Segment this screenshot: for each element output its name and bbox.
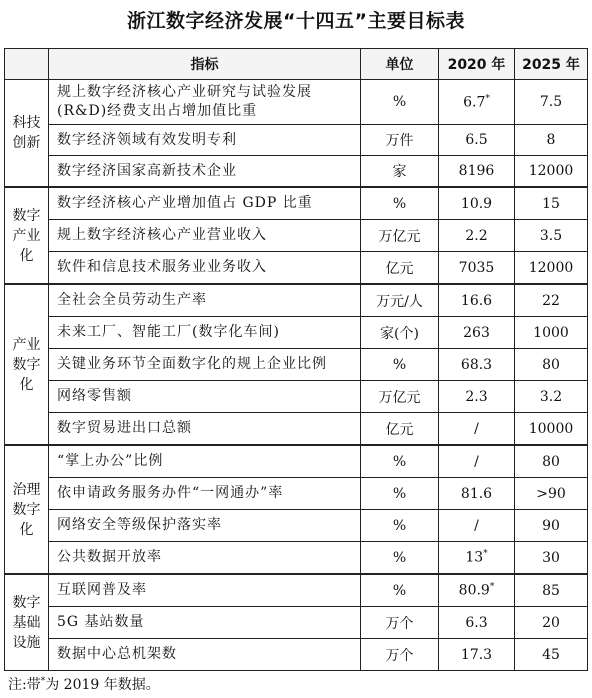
value-2020: / [474,517,479,534]
table-row [5,349,588,381]
indicator-cell: 软件和信息技术服务业业务收入 [49,252,361,285]
table-row [5,510,588,542]
header-category [5,49,49,80]
value-2025-cell: 90 [515,510,588,542]
header-row [5,49,588,80]
unit-cell: 万元/人 [361,284,439,317]
footnote-prefix: 注:带 [8,677,41,693]
value-2020: 263 [463,324,490,341]
indicator-cell: “掌上办公”比例 [49,445,361,478]
value-2020: 13 [465,549,484,566]
value-2020: 6.3 [465,614,488,631]
table-row [5,187,588,220]
footnote-mark: * [40,676,46,687]
category-cell: 治理数字化 [5,445,49,574]
value-2025-cell: 85 [515,574,588,607]
unit-cell: 万个 [361,639,439,671]
table-row [5,413,588,446]
value-2020: 7035 [458,259,495,276]
indicator-cell: 数字贸易进出口总额 [49,413,361,446]
table-row [5,156,588,188]
value-2025-cell: 3.2 [515,381,588,413]
value-2025-cell: 20 [515,607,588,639]
value-2025-cell: 45 [515,639,588,671]
value-2020-cell [439,542,515,575]
value-2020: 17.3 [460,646,493,663]
table-row [5,639,588,671]
value-2020: 8196 [458,163,495,179]
unit-cell: % [361,574,439,607]
table-row [5,574,588,607]
table-row [5,284,588,317]
value-2020-cell [439,445,515,478]
indicator-cell: 网络零售额 [49,381,361,413]
value-2020-cell [439,639,515,671]
value-2025-cell: 80 [515,445,588,478]
unit-cell: 亿元 [361,413,439,446]
value-2020-cell [439,607,515,639]
table-row [5,542,588,575]
indicator-cell: 数据中心总机架数 [49,639,361,671]
value-2020-cell [439,349,515,381]
indicator-cell: 数字经济国家高新技术企业 [49,156,361,188]
unit-cell: % [361,80,439,125]
category-cell: 数字基础设施 [5,574,49,671]
table-row [5,381,588,413]
value-2020-cell [439,478,515,510]
footnote-suffix: 为 2019 年数据。 [45,677,160,693]
table-title: 浙江数字经济发展“十四五”主要目标表 [127,10,465,32]
value-2020: 2.2 [465,227,488,244]
value-2025-cell: 12000 [515,156,588,188]
table-row [5,607,588,639]
value-2025-cell: 1000 [515,317,588,349]
value-2025-cell: >90 [515,478,588,510]
indicator-cell: 5G 基站数量 [49,607,361,639]
indicator-cell: 公共数据开放率 [49,542,361,575]
header-indicator: 指标 [49,49,361,80]
indicator-cell: 未来工厂、智能工厂(数字化车间) [49,317,361,349]
value-2020-cell [439,187,515,220]
category-cell: 产业数字化 [5,284,49,445]
targets-table [4,48,588,671]
unit-cell: % [361,187,439,220]
header-2025: 2025 年 [515,49,588,80]
value-2020: / [474,453,479,470]
indicator-cell: 互联网普及率 [49,574,361,607]
unit-cell: 家 [361,156,439,188]
value-2020-cell [439,317,515,349]
indicator-cell: 网络安全等级保护落实率 [49,510,361,542]
value-2020: 68.3 [460,356,493,373]
footnote [8,674,160,694]
category-cell: 科技创新 [5,80,49,188]
unit-cell: 亿元 [361,252,439,285]
value-2020-cell [439,125,515,156]
table-body [5,80,588,671]
value-2020-mark: * [489,582,495,593]
value-2025-cell: 8 [515,125,588,156]
value-2020-cell [439,574,515,607]
value-2020-mark: * [485,93,490,104]
unit-cell: 万件 [361,125,439,156]
unit-cell: 家(个) [361,317,439,349]
unit-cell: % [361,445,439,478]
table-row [5,220,588,252]
indicator-cell: 规上数字经济核心产业营业收入 [49,220,361,252]
value-2020: 6.5 [465,132,488,148]
value-2025-cell: 10000 [515,413,588,446]
indicator-cell: 数字经济核心产业增加值占 GDP 比重 [49,187,361,220]
indicator-cell: 依申请政务服务办件“一网通办”率 [49,478,361,510]
value-2020: 81.6 [460,485,493,502]
category-cell: 数字产业化 [5,187,49,284]
value-2025-cell: 30 [515,542,588,575]
indicator-cell: 规上数字经济核心产业研究与试验发展(R&D)经费支出占增加值比重 [49,80,361,125]
value-2025-cell: 7.5 [515,80,588,125]
value-2020: / [474,420,479,437]
value-2020: 16.6 [460,292,493,309]
table-row [5,252,588,285]
table-row [5,80,588,125]
unit-cell: 万亿元 [361,220,439,252]
table-row [5,317,588,349]
value-2020-cell [439,252,515,285]
value-2025-cell: 15 [515,187,588,220]
table-row [5,125,588,156]
value-2020-cell [439,510,515,542]
value-2020-cell [439,156,515,188]
unit-cell: % [361,542,439,575]
header-2020: 2020 年 [439,49,515,80]
value-2020-cell [439,80,515,125]
value-2020: 2.3 [465,388,488,405]
value-2020: 10.9 [460,195,493,212]
unit-cell: 万个 [361,607,439,639]
value-2025-cell: 22 [515,284,588,317]
unit-cell: % [361,349,439,381]
indicator-cell: 数字经济领域有效发明专利 [49,125,361,156]
unit-cell: % [361,510,439,542]
value-2020-cell [439,220,515,252]
table-row [5,445,588,478]
value-2020: 6.7 [463,94,486,111]
unit-cell: % [361,478,439,510]
value-2025-cell: 3.5 [515,220,588,252]
unit-cell: 万亿元 [361,381,439,413]
indicator-cell: 全社会全员劳动生产率 [49,284,361,317]
value-2025-cell: 12000 [515,252,588,285]
table-row [5,478,588,510]
value-2025-cell: 80 [515,349,588,381]
header-unit: 单位 [361,49,439,80]
value-2020-mark: * [483,549,488,560]
value-2020-cell [439,381,515,413]
value-2020-cell [439,413,515,446]
value-2020: 80.9 [458,582,490,599]
indicator-cell: 关键业务环节全面数字化的规上企业比例 [49,349,361,381]
value-2020-cell [439,284,515,317]
